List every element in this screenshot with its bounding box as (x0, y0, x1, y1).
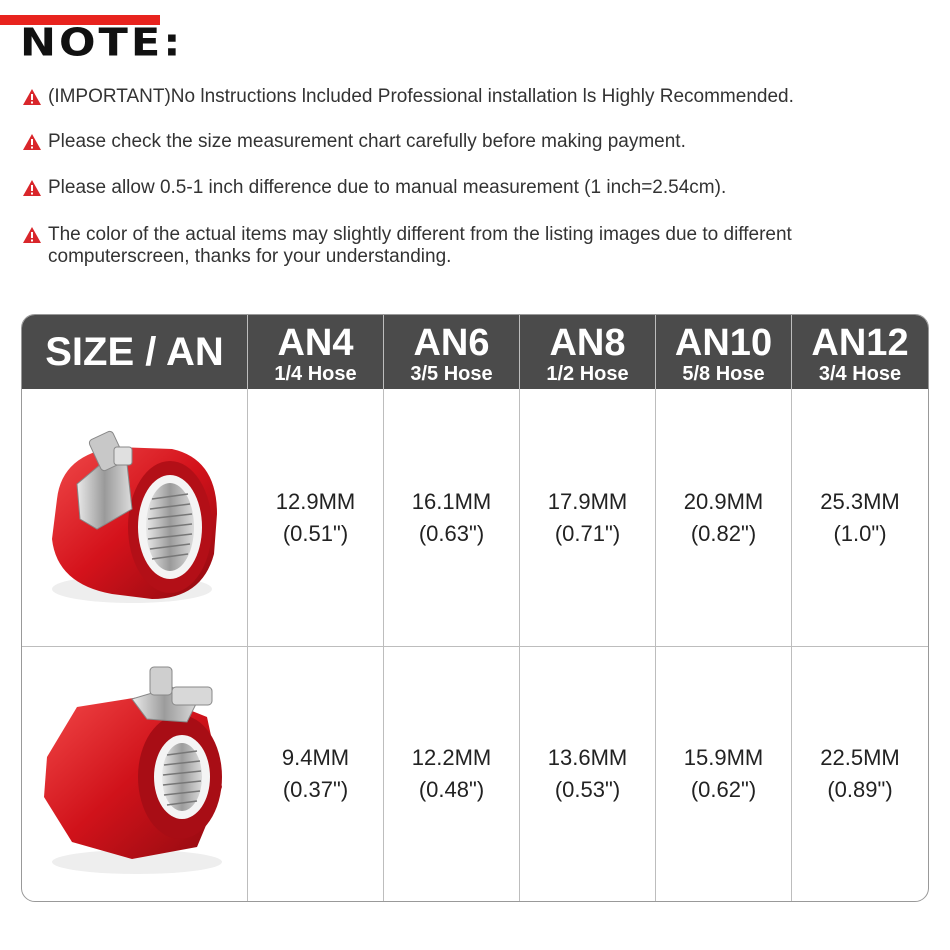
size-inch: (0.48") (418, 777, 485, 802)
size-cell (248, 389, 383, 646)
size-mm: 16.1MM (411, 488, 492, 514)
size-chart-table (21, 314, 929, 902)
size-cell (792, 389, 928, 646)
size-cell (792, 647, 928, 901)
hose-label: 3/4 Hose (818, 363, 902, 385)
size-inch: (0.71") (554, 520, 621, 546)
size-mm: 13.6MM (547, 745, 628, 770)
hose-label: 1/4 Hose (274, 363, 357, 385)
warning-icon (22, 179, 42, 197)
hose-label: 1/2 Hose (546, 363, 629, 385)
column-header-an12 (792, 315, 928, 389)
warning-icon (22, 226, 42, 244)
size-mm: 12.2MM (411, 745, 492, 770)
size-cell (656, 389, 791, 646)
product-image-hex-hose-end (22, 647, 247, 901)
size-mm: 15.9MM (683, 745, 764, 770)
hose-label: 3/5 Hose (410, 363, 493, 385)
warning-text: Please allow 0.5-1 inch difference due to manual measurement (1 inch=2.54cm). (48, 177, 727, 198)
size-cell (520, 647, 655, 901)
an-label: AN8 (549, 322, 626, 364)
size-inch: (0.53") (554, 777, 621, 802)
warning-item (22, 131, 922, 153)
warning-item (22, 86, 922, 108)
size-cell (384, 389, 519, 646)
warning-icon (22, 133, 42, 151)
size-inch: (0.62") (690, 777, 757, 802)
warning-item (22, 224, 922, 268)
size-an-header: SIZE / AN (45, 330, 224, 374)
size-mm: 9.4MM (281, 745, 350, 770)
size-mm: 20.9MM (683, 488, 764, 514)
size-mm: 22.5MM (820, 745, 900, 770)
size-inch: (0.82") (690, 520, 757, 546)
warning-item (22, 177, 922, 199)
warning-icon (22, 88, 42, 106)
note-title: NOTE: (20, 20, 184, 66)
size-mm: 25.3MM (820, 488, 900, 514)
size-mm: 17.9MM (547, 488, 628, 514)
size-cell (248, 647, 383, 901)
size-mm: 12.9MM (275, 488, 356, 514)
column-header-an10 (656, 315, 791, 389)
size-inch: (0.51") (282, 520, 349, 546)
warning-text: Please check the size measurement chart carefully before making payment. (48, 131, 686, 152)
size-cell (656, 647, 791, 901)
size-inch: (0.89") (827, 777, 893, 802)
warning-text (48, 224, 792, 268)
table-row (22, 389, 928, 646)
warning-text-line: The color of the actual items may slightly different from the listing images due to different (48, 224, 792, 245)
size-inch: (0.63") (418, 520, 485, 546)
warning-text-line: computerscreen, thanks for your understanding. (48, 246, 452, 267)
column-header-an6 (384, 315, 519, 389)
an-label: AN12 (811, 322, 909, 364)
product-image-hose-end-ring (22, 389, 247, 646)
an-label: AN4 (277, 322, 354, 364)
hose-label: 5/8 Hose (682, 363, 765, 385)
size-cell (520, 389, 655, 646)
table-header (22, 315, 928, 389)
an-label: AN10 (674, 322, 773, 364)
table-row (22, 647, 928, 901)
size-inch: (0.37") (282, 777, 349, 802)
size-inch: (1.0") (833, 520, 887, 546)
size-cell (384, 647, 519, 901)
warning-text: (IMPORTANT)No lnstructions lncluded Professional installation ls Highly Recommended. (48, 86, 794, 107)
column-header-an8 (520, 315, 655, 389)
column-header-an4 (248, 315, 383, 389)
an-label: AN6 (413, 322, 490, 364)
